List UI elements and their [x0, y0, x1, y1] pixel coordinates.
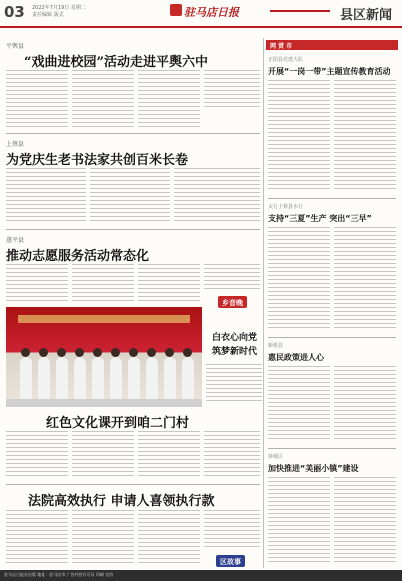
date-line [32, 5, 132, 19]
article-body [6, 431, 68, 479]
section-title: 县区新闻 [339, 8, 392, 23]
column-badge: 乡音晚 [218, 296, 247, 308]
sidebar-headline: 加快推进“美丽小镇”建设 [268, 464, 359, 473]
article-body [6, 264, 68, 304]
divider [6, 484, 260, 485]
photo-person [74, 357, 86, 399]
article-body [138, 431, 200, 479]
article-body [204, 510, 260, 550]
sidebar-body [268, 366, 330, 442]
photo-person-head [111, 348, 120, 357]
masthead-title: 驻马店日报 [184, 6, 239, 19]
sidebar-body [334, 80, 396, 192]
photo-caption-body [206, 364, 262, 404]
article-headline: 红色文化课开到咱二门村 [46, 416, 190, 431]
sidebar-body [334, 227, 396, 331]
masthead-logo [170, 3, 250, 23]
photo-person-head [129, 348, 138, 357]
article-headline: 推动志愿服务活动常态化 [6, 249, 150, 264]
article-headline: 为党庆生老书法家共创百米长卷 [6, 153, 189, 168]
photo-person-head [39, 348, 48, 357]
article-body [204, 264, 260, 290]
photo-person-head [75, 348, 84, 357]
page-footer [0, 570, 402, 581]
divider [6, 229, 260, 230]
sidebar-body [334, 477, 396, 565]
sidebar-body [334, 366, 396, 442]
photo-person [38, 357, 50, 399]
photo-person-head [21, 348, 30, 357]
article-body [6, 168, 86, 224]
sidebar-kicker: 新蔡县 [268, 343, 284, 349]
photo-person-head [183, 348, 192, 357]
photo-banner [18, 315, 190, 323]
article-kicker: 平舆县 [6, 43, 25, 50]
photo-person [146, 357, 158, 399]
article-body [204, 70, 260, 110]
sidebar-header-label: 网 赏 市 [270, 43, 293, 50]
sidebar-headline: 开展“一岗一带”主题宣传教育活动 [268, 67, 391, 76]
photo-person [110, 357, 122, 399]
page-number: 03 [4, 3, 25, 21]
news-photo [6, 307, 202, 407]
photo-floor [6, 399, 202, 407]
article-headline: 法院高效执行 申请人喜领执行款 [28, 494, 215, 509]
article-kicker: 遂平县 [6, 237, 25, 244]
sidebar-header [266, 40, 398, 50]
photo-person-head [165, 348, 174, 357]
divider [268, 337, 396, 338]
photo-person [20, 357, 32, 399]
sidebar-kicker: 正阳县党建大队 [268, 57, 304, 63]
article-body [138, 264, 200, 304]
divider [268, 448, 396, 449]
sidebar-kicker: 太行上蔡县水行 [268, 204, 304, 210]
photo-person-head [147, 348, 156, 357]
article-body [138, 510, 200, 566]
photo-person [182, 357, 194, 399]
photo-person-head [57, 348, 66, 357]
date-text: 2022年7月19日 星期二 [32, 5, 86, 11]
article-body [72, 70, 134, 128]
article-body [72, 264, 134, 304]
section-bar [270, 10, 330, 12]
article-body [6, 510, 68, 566]
sidebar-body [268, 80, 330, 192]
article-body [174, 168, 260, 224]
article-body [138, 70, 200, 128]
divider [268, 198, 396, 199]
divider [6, 133, 260, 134]
photo-person [164, 357, 176, 399]
photo-title-2: 筑梦新时代 [212, 347, 258, 357]
article-body [6, 70, 68, 128]
photo-person [92, 357, 104, 399]
column-badge: 区故事 [216, 555, 245, 567]
photo-person [128, 357, 140, 399]
article-kicker: 上蔡县 [6, 141, 25, 148]
photo-title-1: 白衣心向党 [212, 333, 258, 343]
editor-text: 责任编辑 版式 [32, 12, 64, 18]
page-header [0, 0, 402, 28]
sidebar-headline: 惠民政策进人心 [268, 353, 324, 362]
masthead-emblem [170, 4, 182, 16]
sidebar-body [268, 477, 330, 565]
column-divider [263, 38, 264, 568]
article-body [72, 510, 134, 566]
sidebar-kicker: 驿城区 [268, 454, 284, 460]
article-body [72, 431, 134, 479]
sidebar-body [268, 227, 330, 331]
photo-person [56, 357, 68, 399]
article-body [90, 168, 170, 224]
sidebar-headline: 支持“三夏”生产 突出“三早” [268, 214, 372, 223]
footer-text: 驻马店日报社出版 地址：驻马店市 广告经营许可证 印刷 定价 [4, 572, 114, 577]
article-headline: “戏曲进校园”活动走进平舆六中 [24, 55, 208, 70]
article-body [204, 431, 260, 479]
photo-person-head [93, 348, 102, 357]
